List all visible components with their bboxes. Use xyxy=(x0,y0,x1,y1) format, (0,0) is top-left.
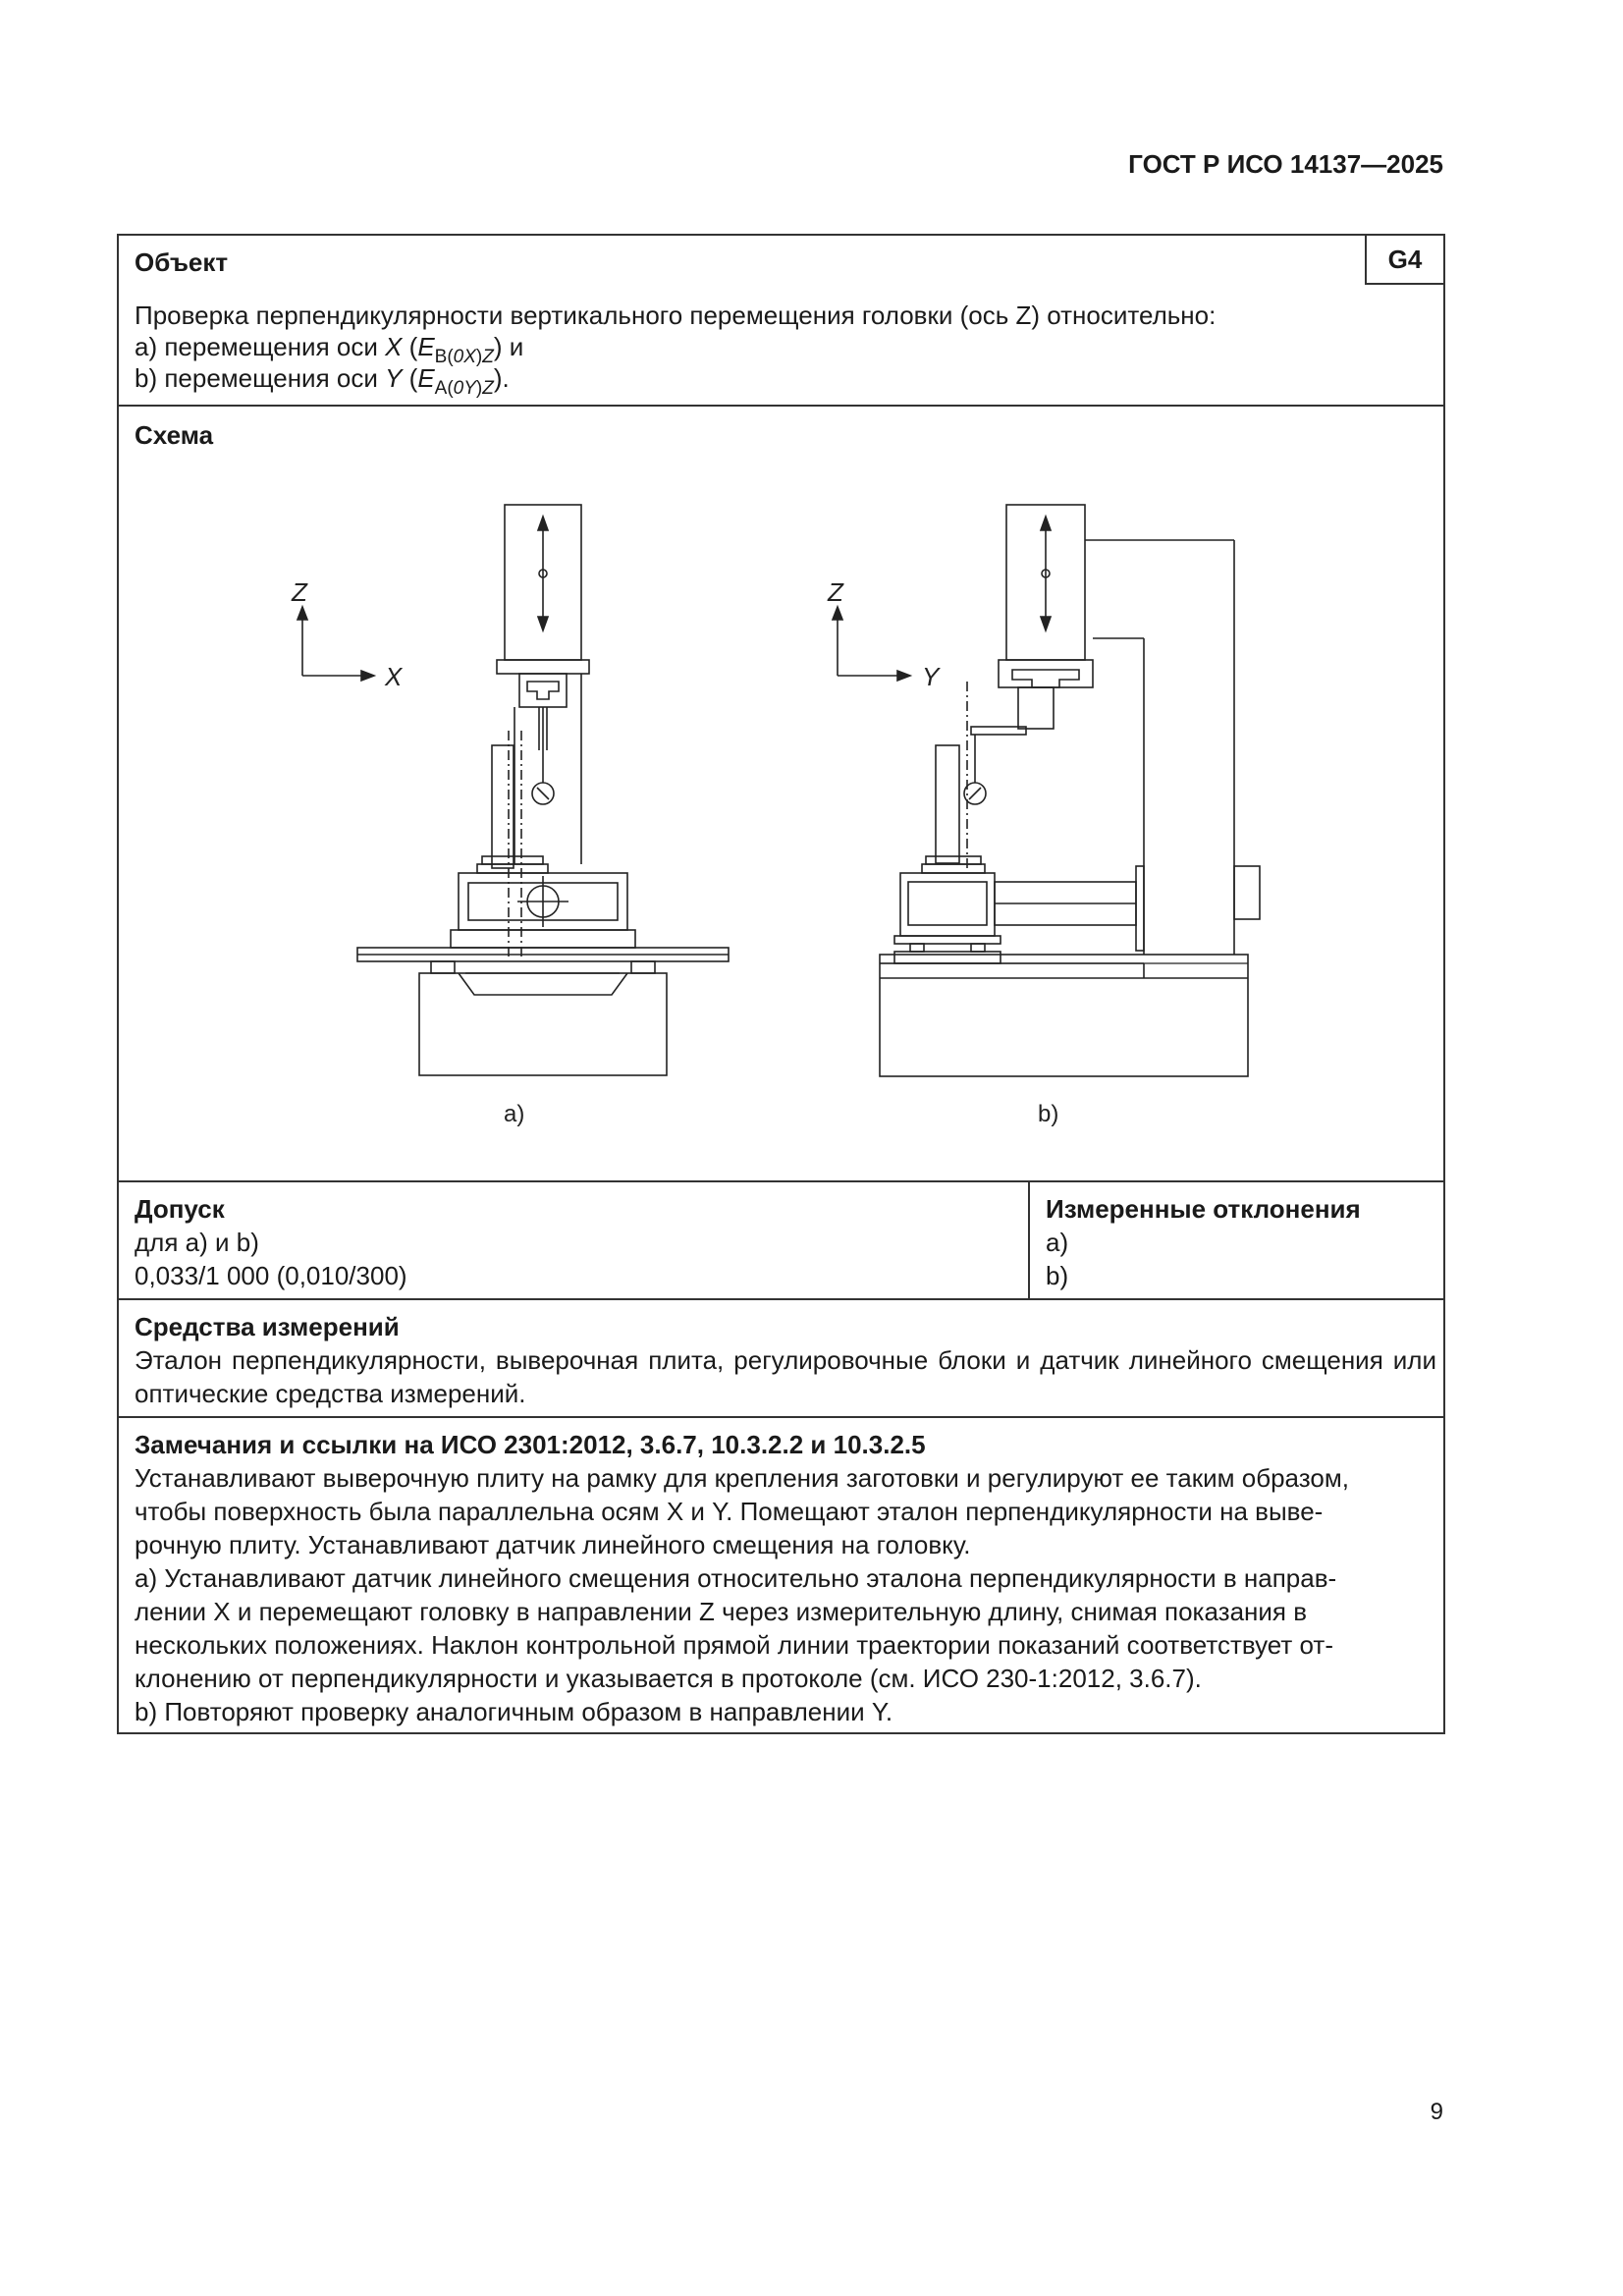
square-standard-a xyxy=(492,731,521,957)
tolerance-line-2: 0,033/1 000 (0,010/300) xyxy=(135,1261,407,1290)
notes-section xyxy=(119,1418,1443,1734)
axis-label-z-b: Z xyxy=(828,577,843,607)
axis-label-y-b: Y xyxy=(922,662,940,691)
measured-cell xyxy=(1030,1182,1443,1298)
axis-arrows-b xyxy=(827,577,941,691)
spindle-head-b xyxy=(964,505,1093,804)
figure-b xyxy=(827,505,1260,1127)
measured-b: b) xyxy=(1046,1261,1069,1290)
notes-line: лении X и перемещают головку в направлении Z через измерительную длину, снимая показания в xyxy=(135,1597,1308,1626)
axis-label-x-a: X xyxy=(385,662,403,691)
base-b xyxy=(880,955,1248,1076)
document-standard-number: ГОСТ Р ИСО 14137—2025 xyxy=(1128,149,1443,179)
object-heading: Объект xyxy=(135,247,229,277)
column-b xyxy=(1085,540,1260,955)
axis-arrows-a xyxy=(291,577,404,691)
notes-body xyxy=(135,1461,1438,1728)
table-a xyxy=(357,856,729,961)
object-section xyxy=(119,236,1443,407)
notes-line: клонению от перпендикулярности и указывается в протоколе (см. ИСО 230-1:2012, 3.6.7). xyxy=(135,1664,1202,1693)
notes-line: Устанавливают выверочную плиту на рамку для крепления заготовки и регулируют ее таким образом, xyxy=(135,1463,1349,1493)
object-line-2: a) перемещения оси X $(E_{B(0X)Z})$ и xyxy=(135,332,524,367)
measured-heading: Измеренные отклонения xyxy=(1046,1194,1361,1224)
axis-label-z-a: Z xyxy=(292,577,307,607)
spindle-head-a xyxy=(497,505,589,804)
instruments-heading: Средства измерений xyxy=(135,1312,400,1341)
test-card-table xyxy=(117,234,1445,1734)
tolerance-line-1: для a) и b) xyxy=(135,1228,259,1257)
notes-line: a) Устанавливают датчик линейного смещения относительно эталона перпендикулярности в направ- xyxy=(135,1563,1337,1593)
notes-heading: Замечания и ссылки на ИСО 2301:2012, 3.6.7, 10.3.2.2 и 10.3.2.5 xyxy=(135,1430,926,1459)
notes-line: чтобы поверхность была параллельна осям X и Y. Помещают эталон перпендикулярности на выве- xyxy=(135,1497,1324,1526)
object-line-1: Проверка перпендикулярности вертикального перемещения головки (ось Z) относительно: xyxy=(135,301,1217,330)
table-b xyxy=(894,856,1136,963)
tolerance-heading: Допуск xyxy=(135,1194,225,1224)
notes-line: b) Повторяют проверку аналогичным образом в направлении Y. xyxy=(135,1697,893,1726)
instruments-section xyxy=(119,1300,1443,1418)
base-a xyxy=(419,961,667,1075)
figure-a-caption: a) xyxy=(504,1101,525,1127)
figure-b-caption: b) xyxy=(1038,1101,1059,1127)
tolerance-row xyxy=(119,1182,1443,1300)
test-code-badge: G4 xyxy=(1365,236,1443,285)
column-a xyxy=(514,674,581,864)
scheme-heading: Схема xyxy=(135,420,214,450)
object-line-3: b) перемещения оси Y $(E_{A(0Y)Z})$. xyxy=(135,363,510,399)
scheme-section xyxy=(119,407,1443,1182)
notes-line: рочную плиту. Устанавливают датчик линейного смещения на головку. xyxy=(135,1530,971,1559)
tolerance-cell xyxy=(119,1182,1030,1298)
instruments-text: Эталон перпендикулярности, выверочная плита, регулировочные блоки и датчик линейного смещения или оптические средства измерений. xyxy=(135,1345,1436,1408)
notes-line: нескольких положениях. Наклон контрольной прямой линии траектории показаний соответствует от- xyxy=(135,1630,1333,1660)
figure-a xyxy=(291,505,729,1127)
measured-a: a) xyxy=(1046,1228,1069,1257)
page-number: 9 xyxy=(1430,2099,1443,2125)
square-standard-b xyxy=(936,682,967,868)
scheme-drawing xyxy=(119,407,1443,1180)
